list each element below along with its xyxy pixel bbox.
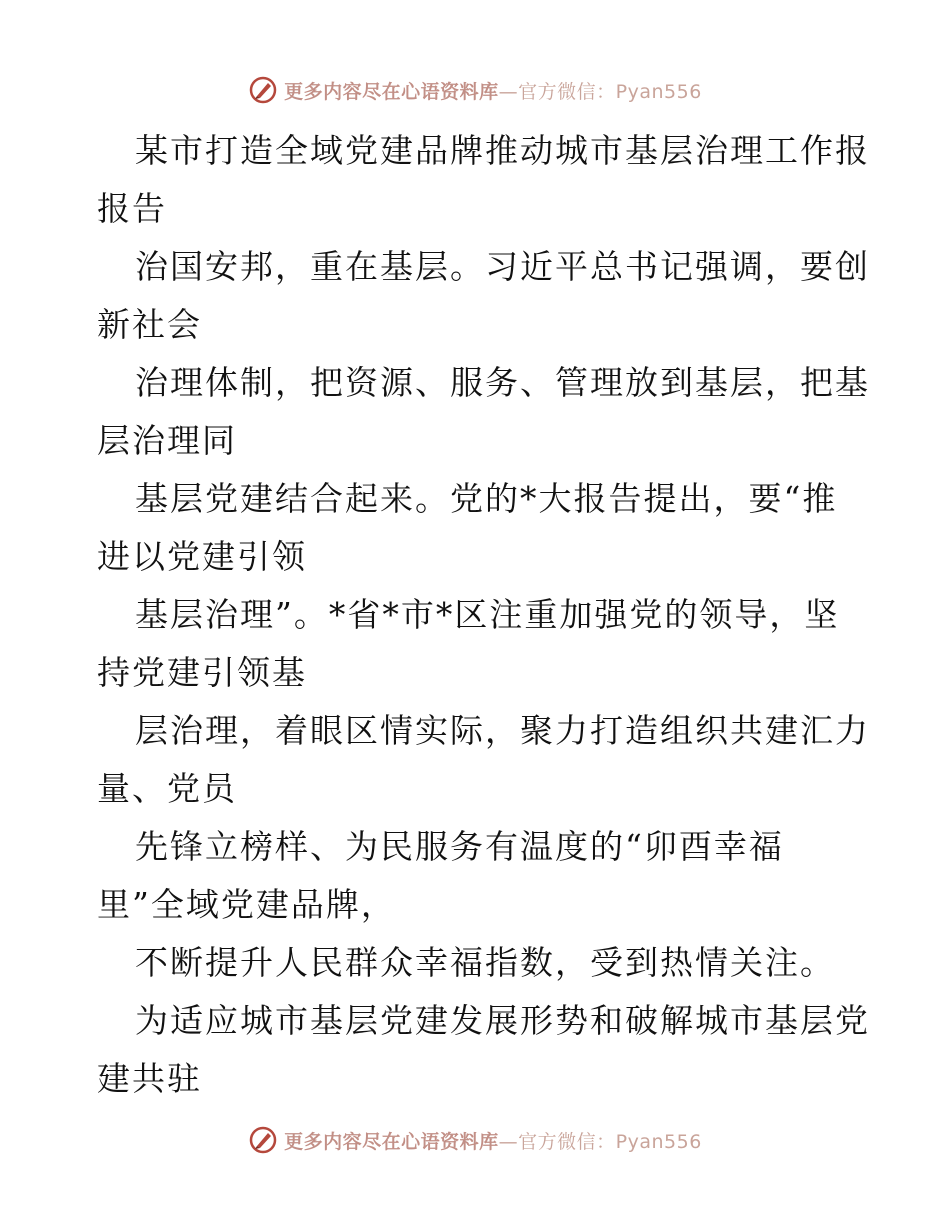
paragraph xyxy=(97,586,857,702)
paragraph xyxy=(97,992,870,1108)
header-brand-text: 更多内容尽在心语资料库 xyxy=(284,80,499,103)
header-banner xyxy=(0,72,950,108)
paragraph xyxy=(97,238,870,354)
paragraph-line: 为适应城市基层党建发展形势和破解城市基层党 xyxy=(135,1001,870,1040)
paragraph-line: 里”全域党建品牌， xyxy=(97,885,396,924)
paragraph xyxy=(97,354,870,470)
paragraph-line: 治理体制，把资源、服务、管理放到基层，把基 xyxy=(135,363,870,402)
pen-seal-icon xyxy=(248,75,278,105)
paragraph-line: 某市打造全域党建品牌推动城市基层治理工作报 xyxy=(135,131,870,170)
footer-contact-text: 官方微信：Pyan556 xyxy=(518,1130,702,1153)
header-contact-text: 官方微信：Pyan556 xyxy=(518,80,702,103)
paragraph-line: 层治理同 xyxy=(97,421,237,460)
paragraph xyxy=(97,934,857,992)
paragraph xyxy=(97,702,870,818)
paragraph-line: 新社会 xyxy=(97,305,202,344)
paragraph-line: 建共驻 xyxy=(97,1059,202,1098)
paragraph-line: 基层治理”。*省*市*区注重加强党的领导，坚 xyxy=(135,595,840,634)
paragraph-line: 持党建引领基 xyxy=(97,653,307,692)
footer-banner-text xyxy=(284,1127,702,1154)
paragraph xyxy=(97,818,857,934)
footer-brand-text: 更多内容尽在心语资料库 xyxy=(284,1130,499,1153)
paragraph-line: 治国安邦，重在基层。习近平总书记强调，要创 xyxy=(135,247,870,286)
paragraph-line: 报告 xyxy=(97,189,167,228)
paragraph-line: 基层党建结合起来。党的*大报告提出，要“推 xyxy=(135,479,838,518)
footer-banner xyxy=(0,1122,950,1158)
paragraph-line: 进以党建引领 xyxy=(97,537,307,576)
header-separator: — xyxy=(498,80,519,103)
paragraph-line: 量、党员 xyxy=(97,769,237,808)
document-body xyxy=(97,122,870,1108)
paragraph xyxy=(97,470,857,586)
paragraph xyxy=(97,122,870,238)
pen-seal-icon xyxy=(248,1125,278,1155)
paragraph-line: 不断提升人民群众幸福指数，受到热情关注。 xyxy=(135,943,835,982)
header-banner-text xyxy=(284,77,702,104)
footer-separator: — xyxy=(498,1130,519,1153)
paragraph-line: 先锋立榜样、为民服务有温度的“卯酉幸福 xyxy=(135,827,784,866)
paragraph-line: 层治理，着眼区情实际，聚力打造组织共建汇力 xyxy=(135,711,870,750)
